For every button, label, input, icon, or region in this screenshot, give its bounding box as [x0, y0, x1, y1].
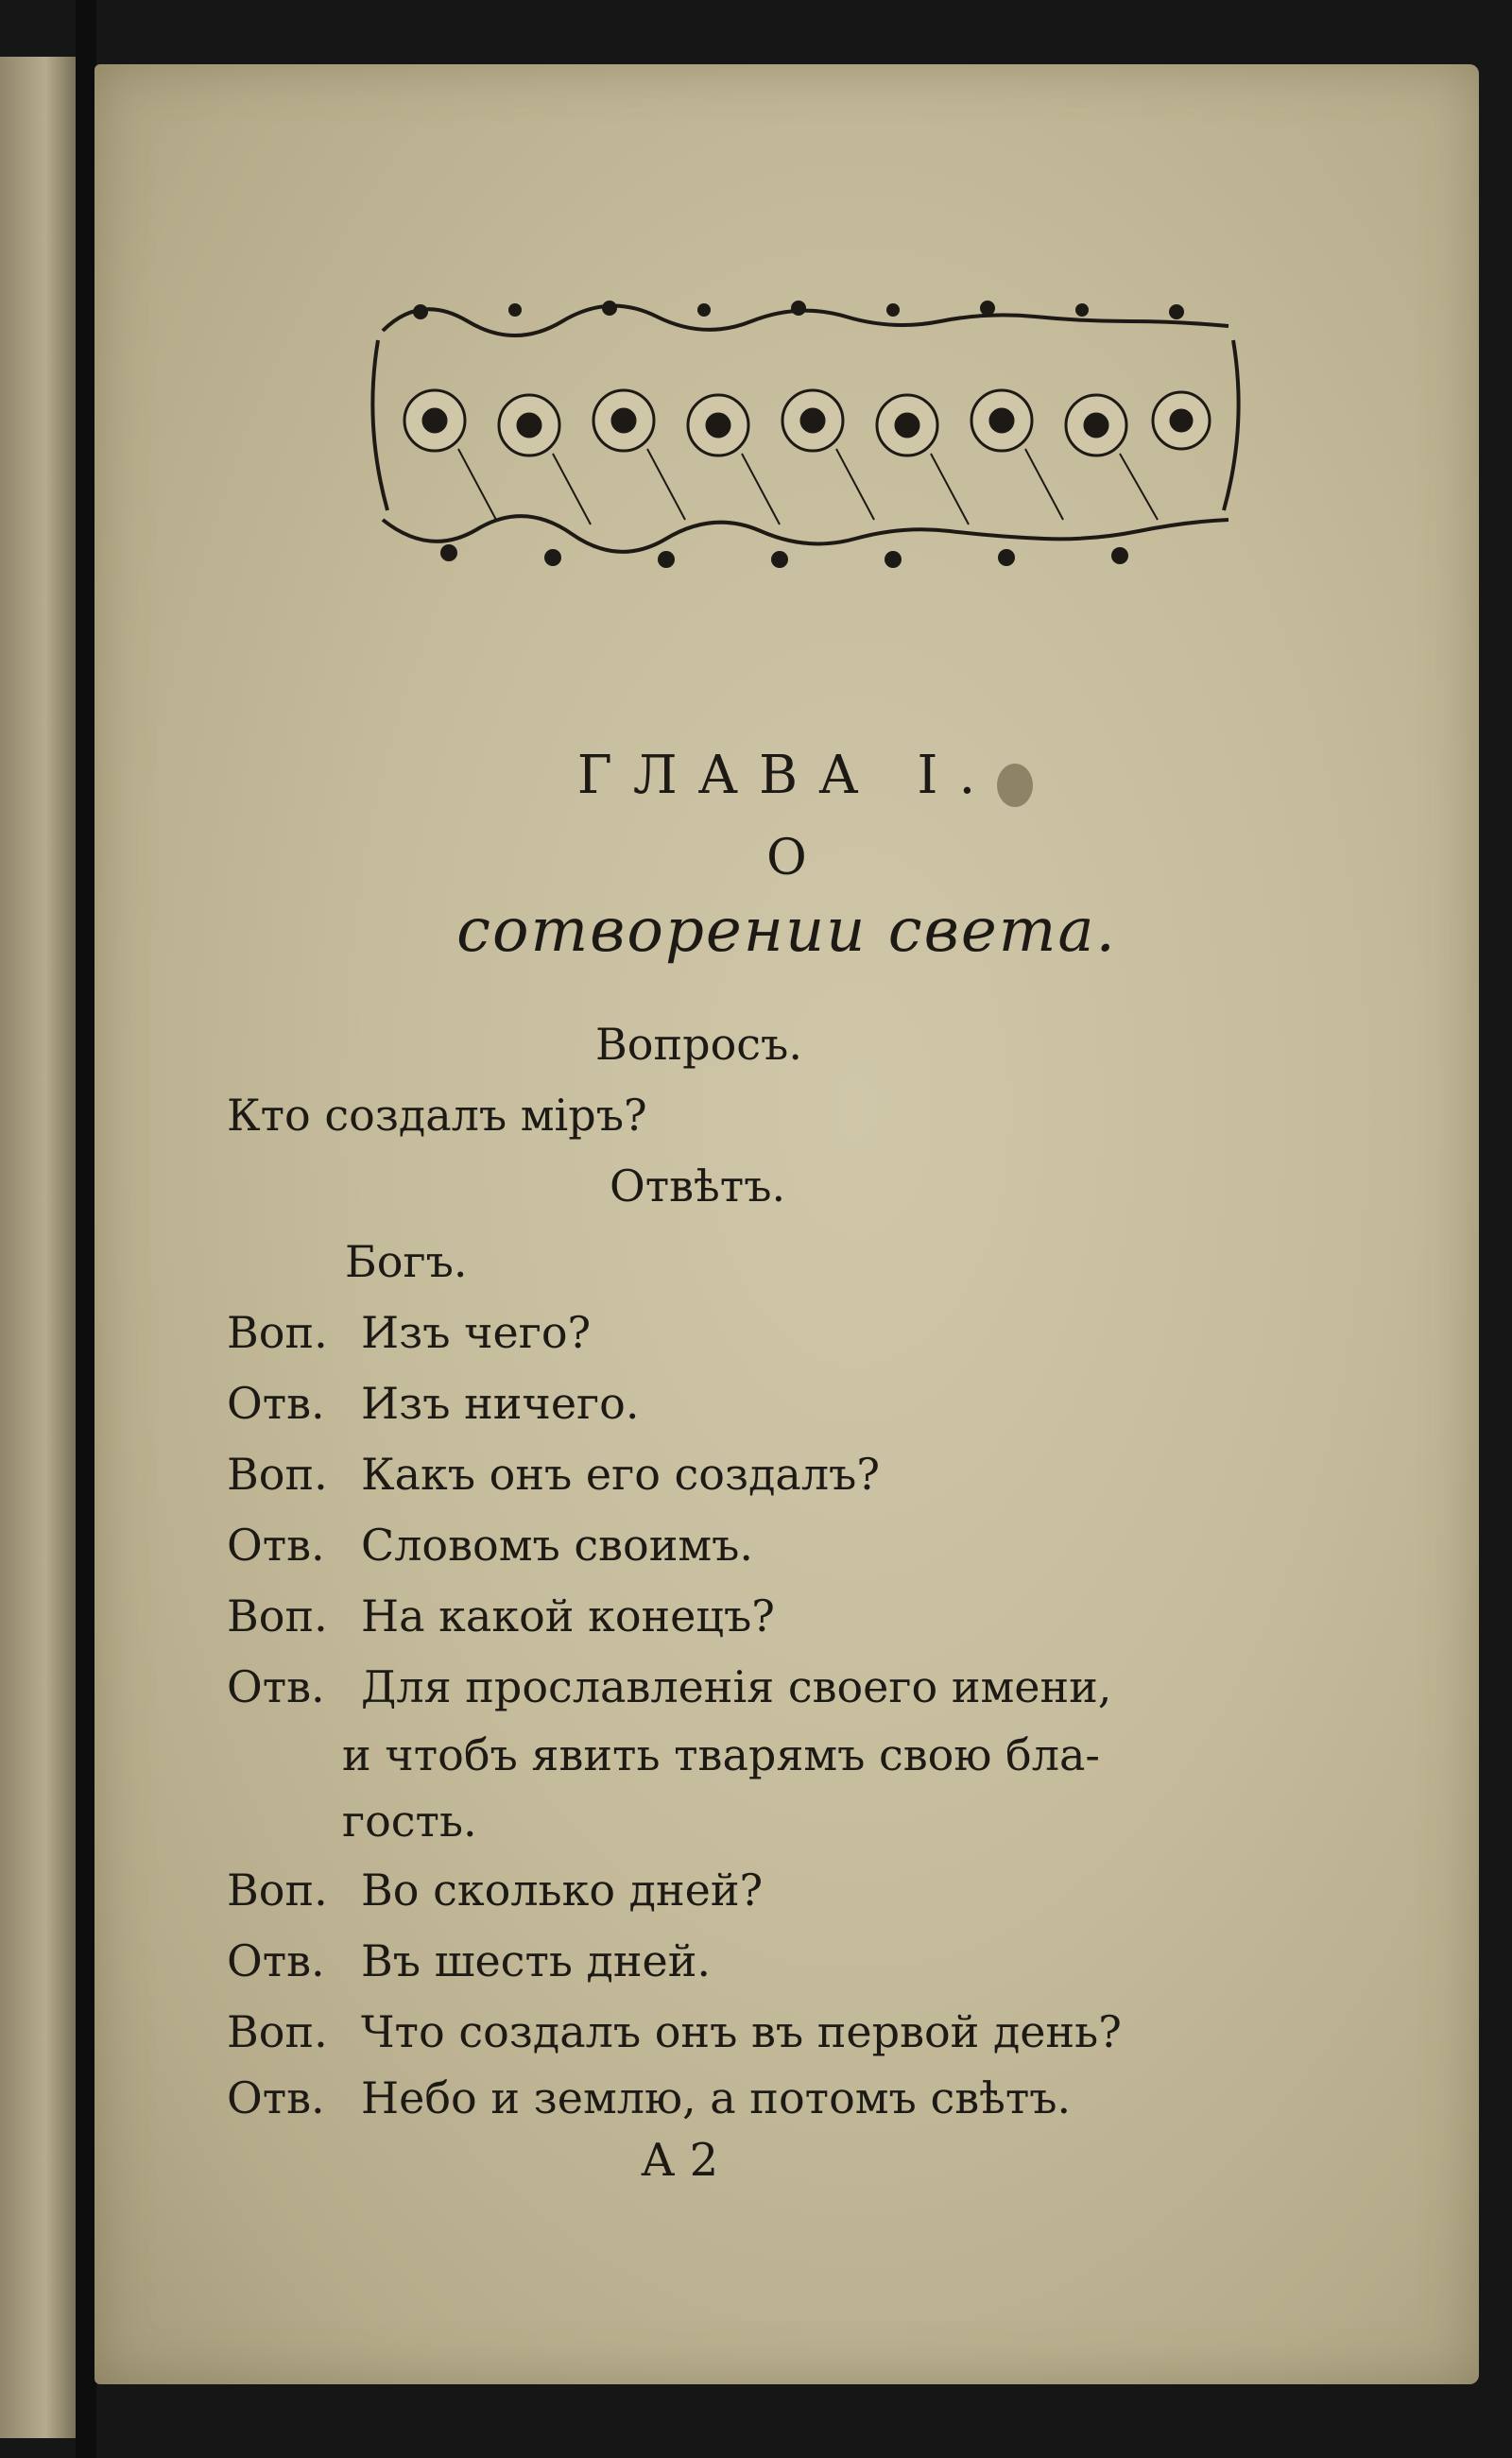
signature-mark: А 2 — [641, 2134, 719, 2187]
dialogue-text: гость. — [342, 1796, 477, 1847]
speaker-label: Отв. — [227, 1520, 325, 1571]
speaker-label: Воп. — [227, 2006, 328, 2057]
chapter-title: ГЛАВА I. — [576, 745, 997, 806]
dialogue-text: и чтобъ явить тварямъ свою бла- — [342, 1729, 1100, 1780]
book-spine-gap — [76, 0, 96, 2458]
dialogue-text: На какой конецъ? — [361, 1590, 775, 1642]
dialogue-text: Во сколько дней? — [361, 1865, 764, 1916]
speaker-label: Воп. — [227, 1865, 328, 1916]
speaker-label: Отв. — [227, 1378, 325, 1429]
speaker-label: Воп. — [227, 1590, 328, 1642]
dialogue-text: Изъ ничего. — [361, 1378, 640, 1429]
dialogue-text: Какъ онъ его создалъ? — [361, 1449, 880, 1500]
dialogue-text: Что создалъ онъ въ первой день? — [361, 2006, 1122, 2057]
dialogue-text: Изъ чего? — [361, 1307, 592, 1358]
answer-label: Отвѣтъ. — [610, 1160, 786, 1212]
dialogue-text: Для прославленія своего имени, — [361, 1661, 1112, 1712]
speaker-label: Отв. — [227, 2072, 325, 2123]
dialogue-text: Въ шесть дней. — [361, 1935, 712, 1986]
speaker-label: Отв. — [227, 1661, 325, 1712]
chapter-name: сотворении света. — [456, 896, 1117, 966]
chapter-subtitle: О — [766, 830, 807, 886]
speaker-label: Воп. — [227, 1449, 328, 1500]
speaker-label: Воп. — [227, 1307, 328, 1358]
first-question: Кто создалъ міръ? — [227, 1090, 647, 1141]
dialogue-text: Небо и землю, а потомъ свѣтъ. — [361, 2072, 1072, 2123]
dialogue-text: Словомъ своимъ. — [361, 1520, 754, 1571]
speaker-label: Отв. — [227, 1935, 325, 1986]
first-answer: Богъ. — [345, 1236, 468, 1287]
floral-ornament-headpiece — [364, 284, 1247, 586]
question-label: Вопросъ. — [595, 1019, 802, 1070]
book-page — [94, 64, 1479, 2384]
facing-page-edge — [0, 57, 81, 2438]
